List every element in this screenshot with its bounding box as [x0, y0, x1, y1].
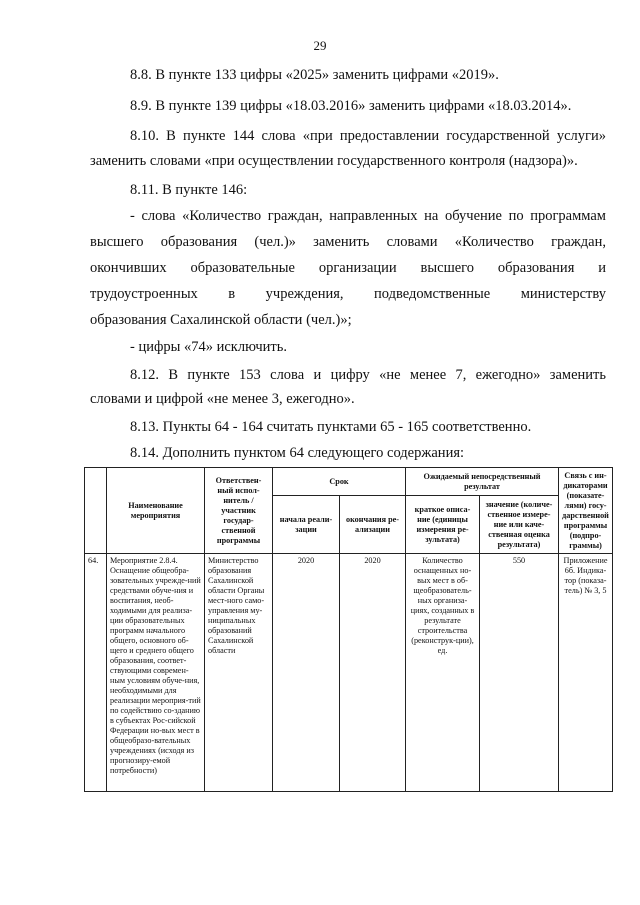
cell-link: Приложение 6б. Индика-тор (показа-тель) № 3, 5 [559, 554, 613, 792]
paragraph-8-10-line-1: 8.10. В пункте 144 слова «при предоставлении государственной услуги» [130, 128, 606, 144]
cell-start: 2020 [273, 554, 340, 792]
paragraph-8-8: 8.8. В пункте 133 цифры «2025» заменить цифрами «2019». [130, 67, 499, 83]
cell-name: Мероприятие 2.8.4. Оснащение общеобра-зовательных учрежде-ний средствами обуче-ния и воспитания, необ-ходимыми для реализа-ции образовательных программ начального общего, основного об-щего и среднего общего образования, соответ-ствующими современ-ным условиям обуче-ния, необходимыми для реализации мероприя-тий по содействию со-зданию в субъектах Рос-сийской Федерации но-вых мест в общеобразо-вательных учреждениях (исходя из прогнозиру-емой потребности) [107, 554, 205, 792]
paragraph-8-11-a-line-2: высшего образования (чел.)» заменить словами «Количество граждан, [90, 234, 606, 250]
header-name: Наименование мероприятия [107, 468, 205, 554]
header-result: Ожидаемый непосредственный результат [406, 468, 559, 496]
paragraph-8-11-a-line-4: трудоустроенных в учреждения, подведомственные министерству [90, 286, 606, 302]
paragraph-8-11-a-line-1: - слова «Количество граждан, направленных на обучение по программам [130, 208, 606, 224]
paragraph-8-12-line-1: 8.12. В пункте 153 слова и цифру «не менее 7, ежегодно» заменить [130, 367, 606, 383]
paragraph-8-13: 8.13. Пункты 64 - 164 считать пунктами 65 - 165 соответственно. [130, 419, 532, 435]
cell-responsible: Министерство образования Сахалинской области Органы мест-ного само-управления му-ниципальных образований Сахалинской области [205, 554, 273, 792]
header-result-short: краткое описа-ние (единицы измерения ре-зультата) [406, 496, 480, 554]
paragraph-8-11-a-line-3: окончивших образовательные организации высшего образования и [90, 260, 606, 276]
paragraph-8-9: 8.9. В пункте 139 цифры «18.03.2016» заменить цифрами «18.03.2014». [130, 98, 572, 114]
paragraph-8-11-b: - цифры «74» исключить. [130, 339, 287, 355]
paragraph-8-14: 8.14. Дополнить пунктом 64 следующего содержания: [130, 445, 465, 461]
cell-result-short: Количество оснащенных но-вых мест в об-щеобразователь-ных организа-циях, созданных в результате строительства (реконструк-ции), ед. [406, 554, 480, 792]
cell-end: 2020 [340, 554, 406, 792]
header-responsible: Ответствен-ный испол-нитель / участник государ-ственной программы [205, 468, 273, 554]
header-number [85, 468, 107, 554]
paragraph-8-11: 8.11. В пункте 146: [130, 182, 248, 198]
header-result-value: значение (количе-ственное измере-ние или каче-ственная оценка результата) [480, 496, 559, 554]
paragraph-8-12-line-2: словами и цифрой «не менее 3, ежегодно». [90, 391, 355, 407]
header-term-start: начала реали-зации [273, 496, 340, 554]
page-number: 29 [313, 38, 327, 53]
measures-table [84, 467, 613, 792]
header-term: Срок [273, 468, 406, 496]
cell-number: 64. [85, 554, 107, 792]
header-term-end: окончания ре-ализации [340, 496, 406, 554]
paragraph-8-11-a-line-5: образования Сахалинской области (чел.)»; [90, 312, 352, 328]
header-link: Связь с ин-дикаторами (показате-лями) госу-дарственной программы (подпро-граммы) [559, 468, 613, 554]
cell-result-value: 550 [480, 554, 559, 792]
paragraph-8-10-line-2: заменить словами «при осуществлении государственного контроля (надзора)». [90, 153, 578, 169]
table-row [85, 554, 613, 792]
